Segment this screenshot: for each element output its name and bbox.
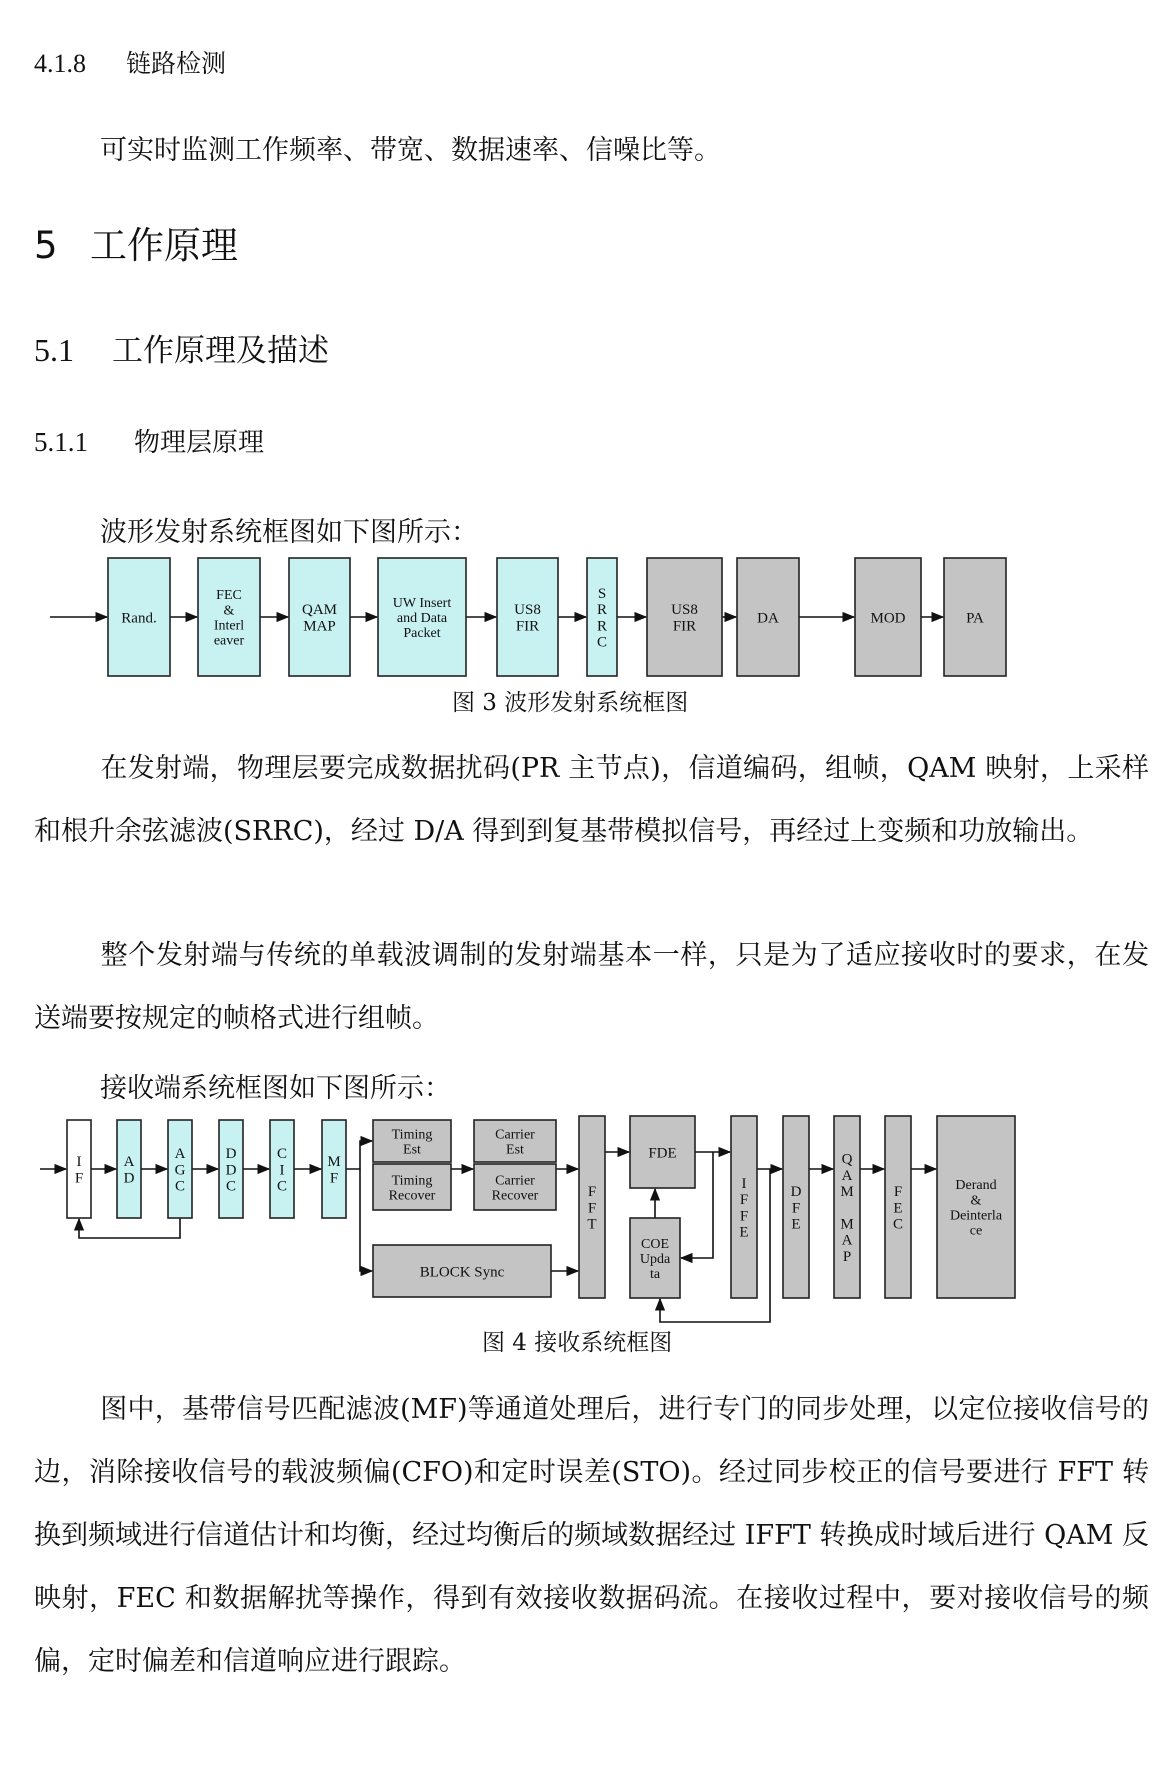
section-title: 工作原理及描述 [112, 333, 329, 369]
paragraph-receiver-description [34, 1378, 1149, 1693]
rx-block-16-label: A [841, 1232, 853, 1249]
rx-block-11-label: T [587, 1216, 597, 1233]
rx-block-2-label: C [174, 1178, 186, 1195]
chapter-title: 工作原理 [90, 224, 238, 267]
rx-block-3-label: C [225, 1178, 237, 1195]
rx-block-16-label: M [840, 1184, 854, 1201]
tx-block-0-label: Rand. [121, 610, 157, 627]
rx-block-16-label: P [842, 1248, 852, 1265]
rx-block-3-label: D [225, 1162, 237, 1179]
rx-block-18-label: ce [969, 1223, 983, 1239]
tx-block-1-label: FEC [216, 588, 242, 604]
rx-block-16-label: A [841, 1167, 853, 1184]
paragraph-link-detection: 可实时监测工作频率、带宽、数据速率、信噪比等。 [100, 135, 721, 166]
rx-block-13 [630, 1218, 680, 1298]
rx-block-7-label: Recover [388, 1188, 436, 1204]
rx-block-14-label: E [739, 1224, 749, 1241]
figure-3-caption: 图 3 波形发射系统框图 [452, 690, 689, 716]
rx-block-4-label: C [276, 1178, 288, 1195]
tx-block-3-label: UW Insert [392, 595, 452, 611]
section-5-1-1-heading [34, 422, 264, 459]
section-4-1-8-heading [34, 44, 226, 80]
section-number: 5.1 [34, 332, 74, 368]
rx-agc-feedback-arrow [79, 1218, 180, 1238]
section-title: 物理层原理 [134, 428, 265, 458]
rx-block-0 [67, 1120, 91, 1218]
paragraph-text: 整个发射端与传统的单载波调制的发射端基本一样，只是为了适应接收时的要求，在发送端要按规定的帧格式进行组帧。 [34, 940, 1149, 1034]
tx-block-1-label: eaver [213, 633, 245, 649]
tx-block-diagram [0, 548, 1164, 688]
rx-block-3 [219, 1120, 243, 1218]
rx-block-9 [474, 1164, 556, 1210]
section-number: 5.1.1 [34, 427, 88, 457]
rx-block-7-label: Timing [391, 1173, 433, 1189]
rx-block-4-label: C [276, 1146, 288, 1163]
rx-block-10-label: BLOCK Sync [419, 1264, 505, 1281]
rx-block-7 [373, 1164, 451, 1210]
chapter-number: 5 [34, 224, 58, 267]
rx-block-11-label: F [587, 1184, 597, 1201]
rx-block-13-label: COE [641, 1236, 669, 1252]
rx-block-6 [373, 1120, 451, 1162]
rx-mf-to-block-sync-arrow [360, 1169, 372, 1271]
tx-block-4-label: FIR [515, 618, 540, 635]
rx-block-18-label: Derand [955, 1178, 997, 1194]
rx-block-1 [117, 1120, 141, 1218]
tx-block-5-label: C [596, 634, 608, 651]
tx-block-1-label: Interl [213, 618, 245, 634]
tx-block-6 [647, 558, 722, 676]
tx-block-4-label: US8 [514, 602, 541, 619]
rx-block-4 [270, 1120, 294, 1218]
rx-block-18-label: Deinterla [949, 1208, 1003, 1224]
paragraph-text: 在发射端，物理层要完成数据扰码(PR 主节点)，信道编码，组帧，QAM 映射，上采样和根升余弦滤波(SRRC)，经过 D/A 得到到复基带模拟信号，再经过上变频和功放输出。 [34, 753, 1149, 847]
rx-block-2-label: A [174, 1146, 186, 1163]
tx-block-2-label: MAP [303, 618, 336, 635]
tx-intro-text: 波形发射系统框图如下图所示： [100, 517, 478, 548]
rx-block-14 [731, 1116, 757, 1298]
rx-block-16 [834, 1116, 860, 1298]
rx-block-15 [783, 1116, 809, 1298]
tx-block-6-label: FIR [672, 618, 697, 635]
rx-block-17-label: F [893, 1184, 903, 1201]
rx-block-9-label: Carrier [495, 1173, 535, 1189]
rx-block-15-label: E [791, 1216, 801, 1233]
section-title: 链路检测 [126, 49, 227, 78]
tx-block-5-label: R [596, 618, 608, 635]
rx-block-16-label: M [840, 1216, 854, 1233]
tx-block-5-label: S [597, 585, 607, 602]
tx-block-9 [944, 558, 1006, 676]
tx-block-7 [737, 558, 799, 676]
tx-block-5-label: R [596, 602, 608, 619]
tx-block-2-label: QAM [301, 602, 338, 619]
rx-block-18-label: & [970, 1193, 982, 1209]
tx-block-3 [378, 558, 466, 676]
rx-block-0-label: F [74, 1170, 84, 1187]
rx-block-18 [937, 1116, 1015, 1298]
rx-block-11-label: F [587, 1200, 597, 1217]
rx-block-2 [168, 1120, 192, 1218]
tx-block-6-label: US8 [671, 602, 698, 619]
tx-block-9-label: PA [966, 610, 984, 627]
rx-block-10 [373, 1245, 551, 1297]
rx-block-15-label: F [791, 1200, 801, 1217]
section-5-1-heading [34, 325, 329, 370]
tx-block-5 [587, 558, 617, 676]
rx-block-1-label: A [123, 1154, 135, 1171]
paragraph-transmitter-framing [34, 924, 1149, 1050]
rx-mf-to-timing-arrow [346, 1141, 372, 1169]
figure-4-caption: 图 4 接收系统框图 [482, 1330, 673, 1356]
paragraph-transmitter-description [34, 737, 1149, 863]
section-number: 4.1.8 [34, 49, 86, 78]
rx-block-14-label: F [739, 1208, 749, 1225]
rx-block-13-label: ta [649, 1267, 661, 1283]
rx-block-11 [579, 1116, 605, 1298]
rx-block-5 [322, 1120, 346, 1218]
tx-block-8-label: MOD [870, 610, 906, 627]
rx-block-8 [474, 1120, 556, 1162]
rx-block-8-label: Est [506, 1142, 524, 1158]
rx-block-4-label: I [279, 1162, 285, 1179]
rx-block-2-label: G [174, 1162, 186, 1179]
rx-block-12-label: FDE [648, 1145, 677, 1162]
tx-block-1-label: & [223, 603, 235, 619]
rx-block-12 [630, 1116, 695, 1188]
rx-block-16-label: Q [841, 1151, 853, 1168]
rx-block-9-label: Recover [491, 1188, 539, 1204]
tx-block-7-label: DA [757, 610, 779, 627]
tx-block-4 [497, 558, 558, 676]
rx-block-15-label: D [790, 1184, 802, 1201]
rx-block-6-label: Timing [391, 1127, 433, 1143]
rx-block-13-label: Upda [639, 1251, 671, 1267]
rx-block-3-label: D [225, 1146, 237, 1163]
chapter-5-heading [34, 215, 238, 269]
rx-block-1-label: D [123, 1170, 135, 1187]
rx-block-0-label: I [76, 1154, 82, 1171]
tx-block-1 [198, 558, 260, 676]
tx-block-0 [108, 558, 170, 676]
rx-block-17 [885, 1116, 911, 1298]
rx-block-5-label: M [327, 1154, 341, 1171]
rx-block-5-label: F [329, 1170, 339, 1187]
paragraph-text: 图中，基带信号匹配滤波(MF)等通道处理后，进行专门的同步处理，以定位接收信号的边，消除接收信号的载波频偏(CFO)和定时误差(STO)。经过同步校正的信号要进行 FFT 转换到频域进行信道估计和均衡，经过均衡后的频域数据经过 IFFT 转换成时域后进行 QAM 反映射，FEC 和数据解扰等操作，得到有效接收数据码流。在接收过程中，要对接收信号的频偏，定时偏差和信道响应进行跟踪。 [34, 1394, 1149, 1677]
tx-block-8 [855, 558, 921, 676]
rx-block-14-label: I [741, 1175, 747, 1192]
rx-block-14-label: F [739, 1192, 749, 1209]
rx-block-17-label: C [892, 1216, 904, 1233]
tx-block-3-label: and Data [396, 610, 448, 626]
rx-intro-text: 接收端系统框图如下图所示： [100, 1073, 451, 1104]
tx-block-3-label: Packet [403, 626, 441, 642]
rx-block-6-label: Est [403, 1142, 421, 1158]
rx-block-17-label: E [893, 1200, 903, 1217]
rx-block-diagram [0, 1100, 1164, 1326]
tx-block-2 [289, 558, 350, 676]
rx-block-8-label: Carrier [495, 1127, 535, 1143]
